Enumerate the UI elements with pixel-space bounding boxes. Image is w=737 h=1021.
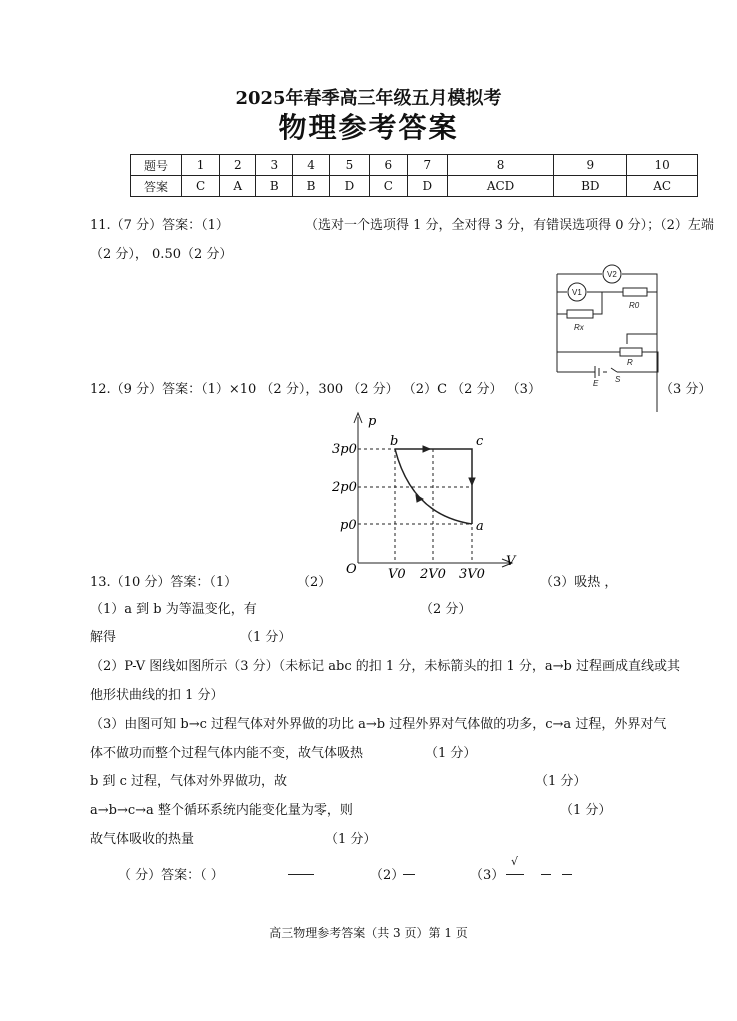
- svg-text:p: p: [368, 414, 377, 429]
- svg-text:E: E: [593, 379, 599, 388]
- q13-line: （3）吸热 ，: [540, 575, 618, 590]
- table-cell: 答案: [131, 176, 182, 197]
- table-cell: BD: [554, 176, 627, 197]
- q14-line: （ 分）答案：（ ）: [118, 868, 224, 883]
- fraction-bar: [506, 874, 524, 875]
- table-cell: 7: [407, 155, 447, 176]
- exam-title: 2025年春季高三年级五月模拟考: [235, 88, 502, 109]
- q14-line: （2）: [370, 868, 405, 883]
- fraction-bar: [541, 874, 551, 875]
- q13-line: （2）P-V 图线如图所示（3 分）（未标记 abc 的扣 1 分，未标箭头的扣 1 分，a→b 过程画成直线或其: [90, 659, 680, 674]
- table-cell: C: [182, 176, 220, 197]
- circuit-diagram: [545, 262, 670, 388]
- table-cell: D: [330, 176, 370, 197]
- q12-line: 12.（9 分）答案：（1）×10 （2 分），300 （2 分） （2）C （2 分） （3）: [90, 382, 541, 397]
- q13-score: （1 分）: [560, 803, 612, 818]
- q13-line: 故气体吸收的热量: [90, 832, 195, 847]
- page-footer: 高三物理参考答案（共 3 页）第 1 页: [269, 926, 468, 940]
- table-cell: 题号: [131, 155, 182, 176]
- svg-text:p0: p0: [340, 518, 357, 533]
- q12-score: （3 分）: [660, 382, 712, 397]
- q13-line: 解得: [90, 630, 117, 645]
- table-row: [131, 155, 698, 176]
- sqrt-symbol: √: [511, 855, 519, 868]
- fraction-bar: [562, 874, 572, 875]
- svg-text:a: a: [476, 519, 484, 534]
- svg-text:2V0: 2V0: [420, 567, 446, 582]
- q13-score: （1 分）: [535, 774, 587, 789]
- svg-text:S: S: [615, 375, 621, 384]
- svg-text:3p0: 3p0: [332, 442, 357, 457]
- q13-line: （3）由图可知 b→c 过程气体对外界做的功比 a→b 过程外界对气体做的功多，c→a 过程，外界对气: [90, 717, 667, 732]
- page-title: 物理参考答案: [278, 111, 459, 144]
- table-cell: D: [407, 176, 447, 197]
- table-cell: 4: [293, 155, 330, 176]
- q13-score: （1 分）: [240, 630, 292, 645]
- fraction-bar: [288, 874, 314, 875]
- svg-text:V: V: [506, 554, 516, 569]
- svg-text:R0: R0: [629, 301, 640, 310]
- q13-score: （2 分）: [420, 602, 472, 617]
- q11-line1b: （选对一个选项得 1 分，全对得 3 分，有错误选项得 0 分）；（2）左端: [305, 218, 714, 233]
- svg-text:b: b: [390, 434, 399, 449]
- svg-text:V1: V1: [572, 288, 582, 297]
- svg-text:V0: V0: [388, 567, 406, 582]
- answer-table: [130, 154, 698, 197]
- table-cell: 8: [447, 155, 554, 176]
- q13-line: （1）a 到 b 为等温变化，有: [90, 602, 257, 617]
- table-cell: B: [256, 176, 293, 197]
- table-cell: ACD: [447, 176, 554, 197]
- q13-line: 他形状曲线的扣 1 分）: [90, 688, 224, 703]
- svg-text:3V0: 3V0: [459, 567, 485, 582]
- pv-graph: [320, 405, 530, 585]
- q13-line: （2）: [297, 575, 332, 590]
- q11-line2: （2 分）， 0.50（2 分）: [90, 247, 233, 262]
- table-cell: 2: [220, 155, 256, 176]
- q13-score: （1 分）: [425, 746, 477, 761]
- table-cell: 6: [369, 155, 407, 176]
- svg-text:2p0: 2p0: [332, 480, 357, 495]
- q11-line1a: 11.（7 分）答案：（1）: [90, 218, 229, 233]
- table-cell: 5: [330, 155, 370, 176]
- table-cell: C: [369, 176, 407, 197]
- q13-line: b 到 c 过程，气体对外界做功，故: [90, 774, 287, 789]
- table-cell: A: [220, 176, 256, 197]
- q13-line: a→b→c→a 整个循环系统内能变化量为零，则: [90, 803, 353, 818]
- table-cell: 1: [182, 155, 220, 176]
- svg-text:Rx: Rx: [574, 323, 584, 332]
- table-cell: AC: [627, 176, 698, 197]
- q13-score: （1 分）: [325, 832, 377, 847]
- svg-text:c: c: [476, 434, 484, 449]
- table-cell: 3: [256, 155, 293, 176]
- svg-text:V2: V2: [607, 270, 617, 279]
- fraction-bar: [403, 874, 415, 875]
- table-row: [131, 176, 698, 197]
- svg-text:R: R: [627, 358, 633, 367]
- table-cell: 9: [554, 155, 627, 176]
- table-cell: 10: [627, 155, 698, 176]
- q13-line: 13.（10 分）答案：（1）: [90, 575, 238, 590]
- svg-text:O: O: [346, 562, 357, 577]
- q13-line: 体不做功而整个过程气体内能不变，故气体吸热: [90, 746, 364, 761]
- q14-line: （3）: [470, 868, 505, 883]
- table-cell: B: [293, 176, 330, 197]
